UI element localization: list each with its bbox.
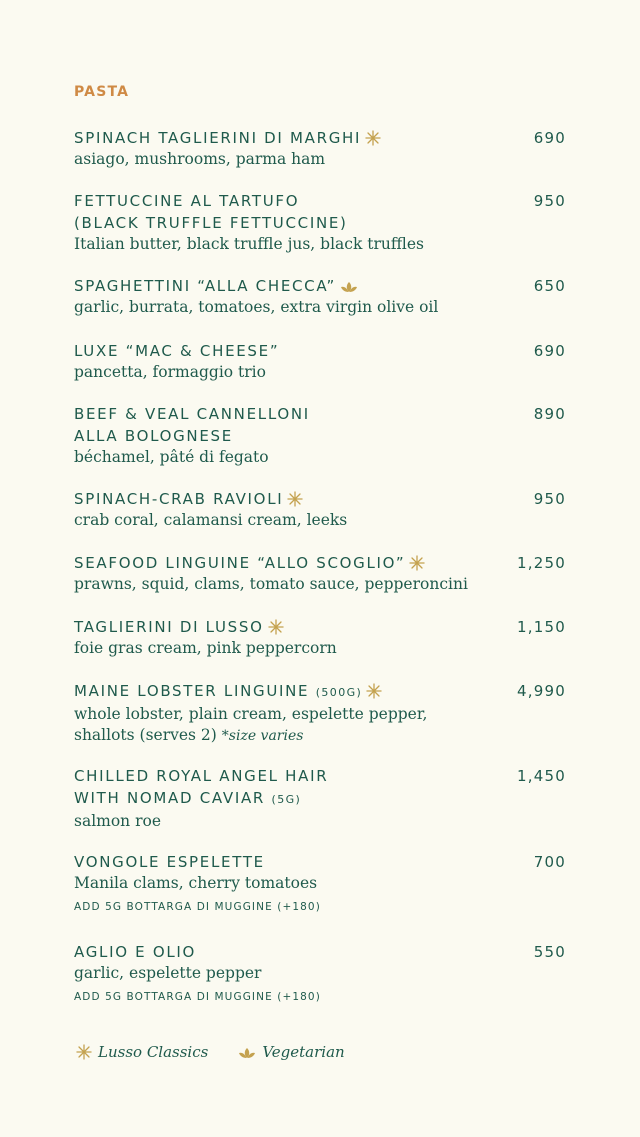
menu-item xyxy=(74,488,566,531)
item-name: SEAFOOD LINGUINE “ALLO SCOGLIO” xyxy=(74,552,566,574)
item-price: 700 xyxy=(533,853,566,871)
section-title: PASTA xyxy=(74,84,130,100)
item-price: 690 xyxy=(533,342,566,360)
starburst-icon xyxy=(366,683,382,699)
item-name: BEEF & VEAL CANNELLONI xyxy=(74,405,310,423)
legend-vegetarian-label: Vegetarian xyxy=(262,1043,345,1061)
size-note: *size varies xyxy=(221,728,304,744)
item-price: 1,250 xyxy=(517,554,566,572)
menu-item xyxy=(74,340,566,383)
starburst-icon xyxy=(76,1044,92,1060)
item-description: prawns, squid, clams, tomato sauce, pepperoncini xyxy=(74,575,468,593)
item-name: SPINACH TAGLIERINI DI MARGHI xyxy=(74,127,566,149)
menu-item xyxy=(74,765,566,832)
item-price: 550 xyxy=(533,943,566,961)
item-name: CHILLED ROYAL ANGEL HAIR xyxy=(74,767,329,785)
item-name: SPINACH-CRAB RAVIOLI xyxy=(74,488,566,510)
menu-item xyxy=(74,127,566,170)
menu-item xyxy=(74,552,566,595)
item-name-line2: WITH NOMAD CAVIAR (5G) xyxy=(74,789,302,807)
legend xyxy=(76,1043,345,1061)
starburst-icon xyxy=(287,491,303,507)
item-description: asiago, mushrooms, parma ham xyxy=(74,150,326,168)
item-addon: ADD 5G BOTTARGA DI MUGGINE (+180) xyxy=(74,901,321,913)
item-price: 1,450 xyxy=(517,767,566,785)
leaf-icon xyxy=(340,280,358,294)
item-name: LUXE “MAC & CHEESE” xyxy=(74,342,280,360)
menu-item xyxy=(74,851,566,915)
item-description: Manila clams, cherry tomatoes xyxy=(74,874,318,892)
item-description: foie gras cream, pink peppercorn xyxy=(74,639,337,657)
item-name: TAGLIERINI DI LUSSO xyxy=(74,616,566,638)
item-size: (5G) xyxy=(271,793,302,806)
starburst-icon xyxy=(409,555,425,571)
item-price: 1,150 xyxy=(517,618,566,636)
menu-item xyxy=(74,616,566,659)
menu-item xyxy=(74,941,566,1005)
item-name: AGLIO E OLIO xyxy=(74,943,197,961)
item-description-line2: shallots (serves 2) *size varies xyxy=(74,726,304,744)
menu-item xyxy=(74,403,566,468)
item-name: VONGOLE ESPELETTE xyxy=(74,853,265,871)
item-price: 950 xyxy=(533,490,566,508)
starburst-icon xyxy=(268,619,284,635)
item-price: 690 xyxy=(533,129,566,147)
menu-item xyxy=(74,680,566,747)
item-description: Italian butter, black truffle jus, black truffles xyxy=(74,235,424,253)
item-description: pancetta, formaggio trio xyxy=(74,363,266,381)
item-name: MAINE LOBSTER LINGUINE (500G) xyxy=(74,680,566,704)
item-description: salmon roe xyxy=(74,812,162,830)
menu-item xyxy=(74,275,566,318)
item-description: béchamel, pâté di fegato xyxy=(74,448,269,466)
item-name-line2: (BLACK TRUFFLE FETTUCCINE) xyxy=(74,214,348,232)
item-addon: ADD 5G BOTTARGA DI MUGGINE (+180) xyxy=(74,991,321,1003)
item-description: crab coral, calamansi cream, leeks xyxy=(74,511,348,529)
item-name-line2: ALLA BOLOGNESE xyxy=(74,427,233,445)
legend-classics-label: Lusso Classics xyxy=(98,1043,209,1061)
leaf-icon xyxy=(238,1046,256,1060)
item-price: 650 xyxy=(533,277,566,295)
item-price: 890 xyxy=(533,405,566,423)
item-description: garlic, espelette pepper xyxy=(74,964,262,982)
item-name: SPAGHETTINI “ALLA CHECCA” xyxy=(74,275,566,297)
menu-item xyxy=(74,190,566,255)
starburst-icon xyxy=(365,130,381,146)
item-description: garlic, burrata, tomatoes, extra virgin olive oil xyxy=(74,298,439,316)
item-price: 4,990 xyxy=(517,682,566,700)
item-price: 950 xyxy=(533,192,566,210)
item-description: whole lobster, plain cream, espelette pepper, xyxy=(74,705,428,723)
item-size: (500G) xyxy=(315,686,363,699)
item-name: FETTUCCINE AL TARTUFO xyxy=(74,192,300,210)
